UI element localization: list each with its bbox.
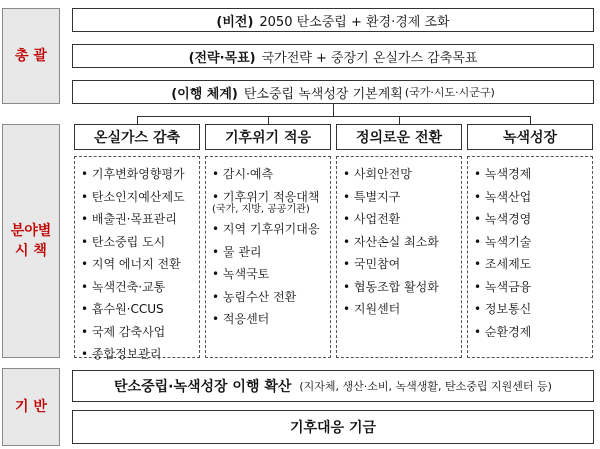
list-item: • 녹색경영 [474, 208, 592, 231]
list-item: • 국제 감축사업 [81, 321, 199, 344]
implementation-spread-box: 탄소중립·녹색성장 이행 확산 (지자체, 생산·소비, 녹색생활, 탄소중립 지원센터 등) [72, 370, 594, 402]
connector-bar [137, 116, 530, 117]
list-item: • 종합정보관리 [81, 343, 199, 366]
connector-col2 [268, 116, 269, 124]
list-item: • 조세제도 [474, 253, 592, 276]
connector-trunk [333, 104, 334, 116]
list-item: • 지원센터 [343, 298, 461, 321]
column-list-green-growth [467, 156, 593, 358]
list-item: • 탄소중립 도시 [81, 231, 199, 254]
connector-col4 [530, 116, 531, 124]
list-item: • 녹색경제 [474, 163, 592, 186]
list-item: • 녹색산업 [474, 186, 592, 209]
strategy-goal-box: (전략·목표) 국가전략 + 중장기 온실가스 감축목표 [72, 44, 594, 68]
list-item: • 녹색금융 [474, 276, 592, 299]
list-item: • 탄소인지예산제도 [81, 186, 199, 209]
list-item: • 특별지구 [343, 186, 461, 209]
column-list-adaptation [205, 156, 331, 358]
list-item: • 흡수원·CCUS [81, 298, 199, 321]
list-item: • 녹색건축·교통 [81, 276, 199, 299]
list-item: • 기후위기 적응대책 [212, 186, 330, 209]
column-header-adaptation: 기후위기 적응 [205, 124, 331, 150]
list-item: • 배출권·목표관리 [81, 208, 199, 231]
list-item: • 자산손실 최소화 [343, 231, 461, 254]
connector-col1 [137, 116, 138, 124]
section-label-base: 기 반 [2, 368, 60, 446]
column-header-mitigation: 온실가스 감축 [74, 124, 200, 150]
list-item: • 기후변화영향평가 [81, 163, 199, 186]
list-item: • 사회안전망 [343, 163, 461, 186]
list-item: • 국민참여 [343, 253, 461, 276]
implementation-system-box: (이행 체계) 탄소중립 녹색성장 기본계획 (국가·시도·시군구) [72, 80, 594, 104]
connector-col3 [399, 116, 400, 124]
section-label-overall: 총 괄 [2, 8, 60, 104]
list-item: • 감시·예측 [212, 163, 330, 186]
list-item: • 순환경제 [474, 321, 592, 344]
list-item: • 지역 기후위기대응 [212, 218, 330, 241]
column-list-mitigation [74, 156, 200, 361]
column-header-green-growth: 녹색성장 [467, 124, 593, 150]
column-header-just-transition: 정의로운 전환 [336, 124, 462, 150]
list-item: • 정보통신 [474, 298, 592, 321]
list-item: • 적응센터 [212, 308, 330, 331]
vision-box: (비전) 2050 탄소중립 + 환경·경제 조화 [72, 8, 594, 32]
list-item: • 지역 에너지 전환 [81, 253, 199, 276]
list-item: • 사업전환 [343, 208, 461, 231]
section-label-policy: 분야별 시 책 [2, 124, 60, 358]
list-item: • 협동조합 활성화 [343, 276, 461, 299]
climate-fund-box: 기후대응 기금 [72, 410, 594, 444]
list-item: • 녹색기술 [474, 231, 592, 254]
list-item-note: (국가, 지방, 공공기관) [212, 204, 310, 215]
column-list-just-transition [336, 156, 462, 358]
list-item: • 물 관리 [212, 241, 330, 264]
list-item: • 농림수산 전환 [212, 286, 330, 309]
list-item: • 녹색국토 [212, 263, 330, 286]
